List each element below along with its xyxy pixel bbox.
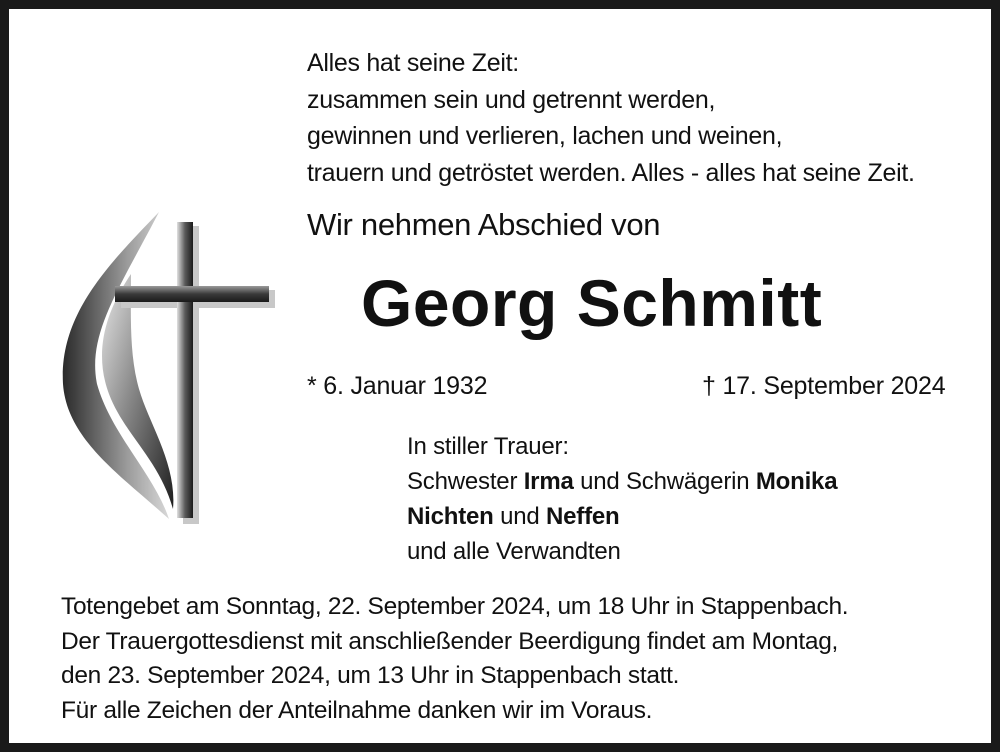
mourners-heading: In stiller Trauer:: [407, 433, 569, 460]
cross-flame-icon: [49, 204, 281, 534]
mourner-name: Monika: [755, 468, 838, 495]
poem-line: zusammen sein und getrennt werden,: [307, 85, 716, 114]
mourner-name: Neffen: [546, 503, 620, 530]
notice-line: Für alle Zeichen der Anteilnahme danken wir im Voraus.: [61, 696, 653, 724]
cross-vertical: [177, 222, 193, 518]
mourner-text: und Schwägerin: [573, 468, 756, 495]
mourners-line: und alle Verwandten: [407, 538, 621, 565]
intro-text: Wir nehmen Abschied von: [307, 207, 661, 242]
poem: [307, 45, 997, 191]
mourners-line: [407, 499, 837, 534]
mourner-text: und: [493, 503, 546, 530]
mourner-name: Nichten: [407, 503, 494, 530]
mourners-line: [407, 464, 837, 499]
deceased-name: Georg Schmitt: [361, 266, 823, 340]
mourner-text: Schwester: [407, 468, 524, 495]
death-date: † 17. September 2024: [702, 372, 946, 400]
funeral-notice: [61, 590, 991, 728]
poem-line: trauern und getröstet werden. Alles - alles hat seine Zeit.: [307, 158, 915, 187]
notice-line: Totengebet am Sonntag, 22. September 2024, um 18 Uhr in Stappenbach.: [61, 593, 849, 620]
notice-line: den 23. September 2024, um 13 Uhr in Stappenbach statt.: [61, 662, 680, 689]
cross-horizontal: [115, 286, 269, 302]
poem-line: gewinnen und verlieren, lachen und weinen,: [307, 122, 783, 150]
poem-line: Alles hat seine Zeit:: [307, 49, 519, 77]
mourners-block: [407, 429, 837, 569]
mourner-name: Irma: [523, 468, 574, 495]
birth-date: * 6. Januar 1932: [307, 372, 488, 400]
notice-line: Der Trauergottesdienst mit anschließender Beerdigung findet am Montag,: [61, 627, 839, 655]
